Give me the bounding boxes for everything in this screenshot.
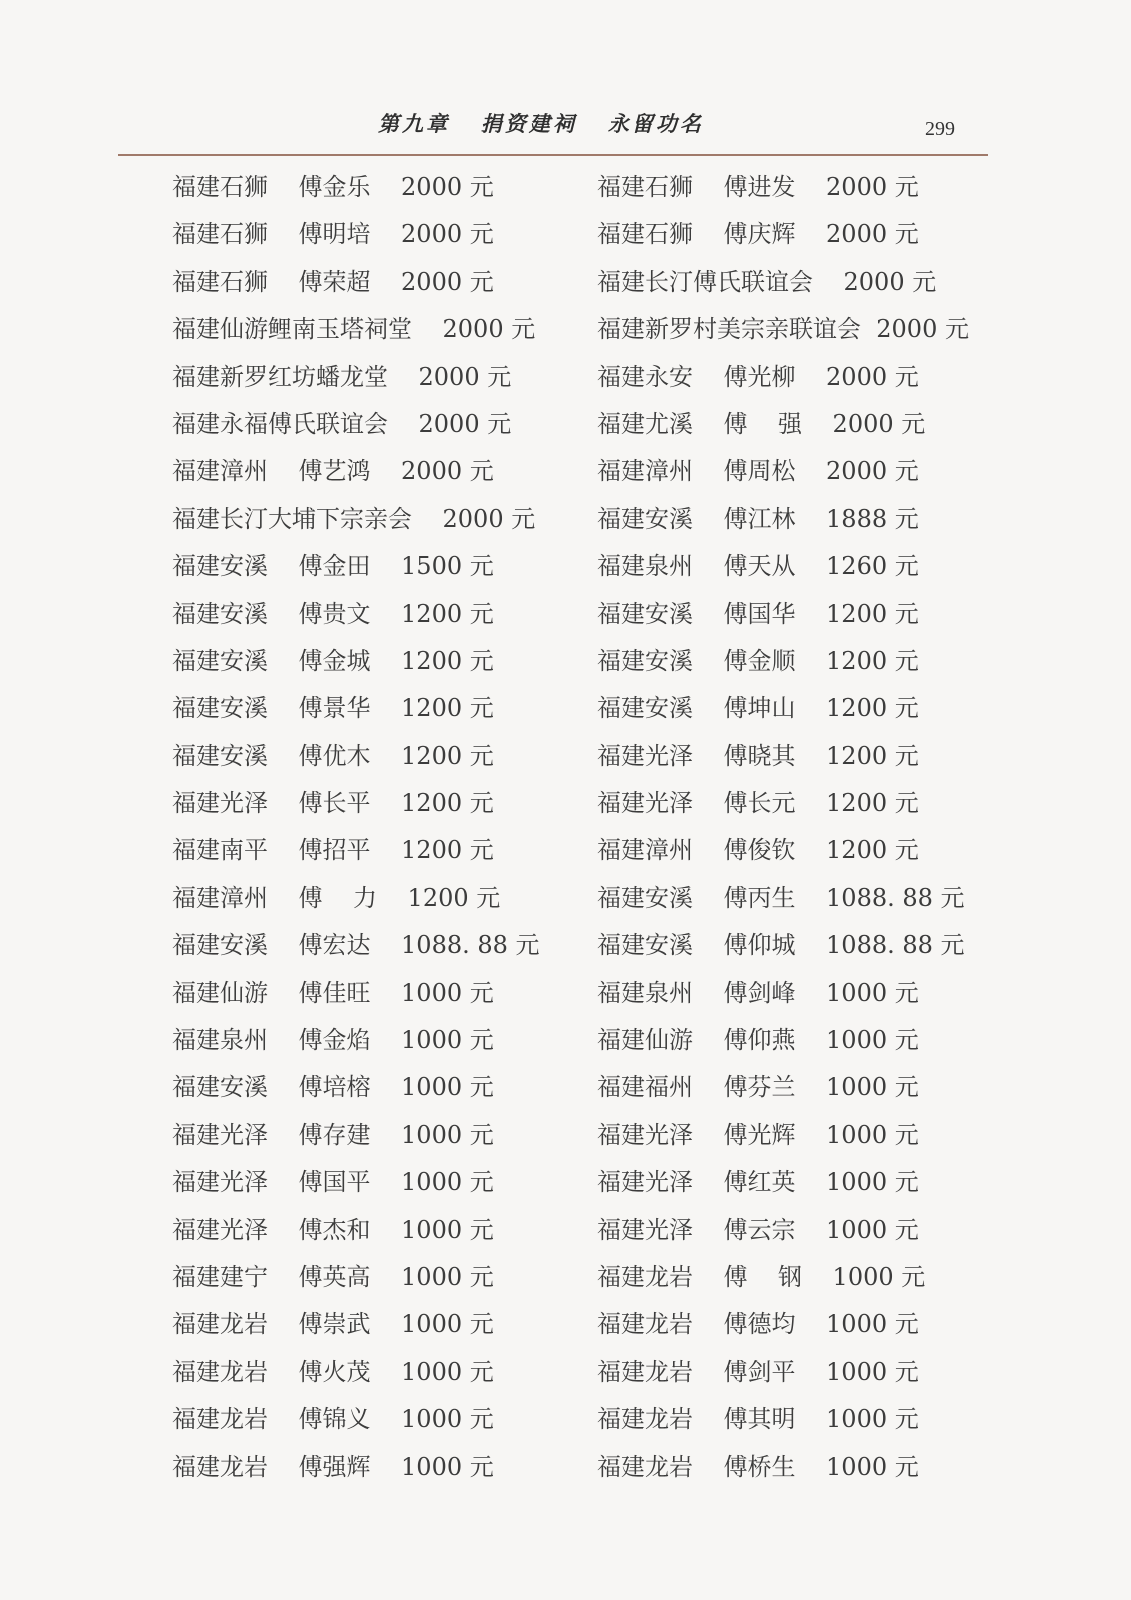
donor-entry: 福建龙岩 傅 钢 1000 元 (597, 1262, 926, 1291)
donor-entry: 福建光泽 傅红英 1000 元 (597, 1168, 919, 1197)
donor-entry: 福建石狮 傅庆辉 2000 元 (597, 220, 919, 249)
donor-entry: 福建安溪 傅坤山 1200 元 (597, 694, 919, 723)
donor-entry: 福建光泽 傅长平 1200 元 (172, 789, 494, 818)
donor-entry: 福建永福傅氏联谊会 2000 元 (172, 409, 512, 438)
page-number: 299 (925, 118, 955, 140)
donor-entry: 福建建宁 傅英高 1000 元 (172, 1262, 494, 1291)
donor-entry: 福建安溪 傅金顺 1200 元 (597, 646, 919, 675)
donor-entry: 福建新罗村美宗亲联谊会 2000 元 (597, 315, 969, 344)
donor-entry: 福建光泽 傅国平 1000 元 (172, 1168, 494, 1197)
donor-list-right-column (597, 164, 969, 1491)
donor-entry: 福建安溪 傅培榕 1000 元 (172, 1073, 494, 1102)
header-divider (118, 154, 988, 156)
donor-entry: 福建安溪 傅贵文 1200 元 (172, 599, 494, 628)
donor-entry: 福建光泽 傅长元 1200 元 (597, 789, 919, 818)
donor-entry: 福建长汀大埔下宗亲会 2000 元 (172, 504, 536, 533)
donor-entry: 福建龙岩 傅剑平 1000 元 (597, 1357, 919, 1386)
donor-entry: 福建安溪 傅优木 1200 元 (172, 741, 494, 770)
donor-entry: 福建龙岩 傅强辉 1000 元 (172, 1452, 494, 1481)
chapter-title: 第九章 捐资建祠 永留功名 (378, 111, 704, 136)
donor-entry: 福建泉州 傅金焰 1000 元 (172, 1026, 494, 1055)
donor-entry: 福建漳州 傅周松 2000 元 (597, 457, 919, 486)
donor-entry: 福建仙游 傅仰燕 1000 元 (597, 1026, 919, 1055)
donor-entry: 福建安溪 傅金城 1200 元 (172, 646, 494, 675)
donor-entry: 福建永安 傅光柳 2000 元 (597, 362, 919, 391)
donor-entry: 福建龙岩 傅其明 1000 元 (597, 1405, 919, 1434)
donor-entry: 福建安溪 傅仰城 1088. 88 元 (597, 931, 965, 960)
donor-entry: 福建仙游 傅佳旺 1000 元 (172, 978, 494, 1007)
donor-entry: 福建福州 傅芬兰 1000 元 (597, 1073, 919, 1102)
donor-entry: 福建漳州 傅俊钦 1200 元 (597, 836, 919, 865)
donor-entry: 福建长汀傅氏联谊会 2000 元 (597, 267, 937, 296)
donor-entry: 福建龙岩 傅崇武 1000 元 (172, 1310, 494, 1339)
donor-entry: 福建泉州 傅剑峰 1000 元 (597, 978, 919, 1007)
donor-entry: 福建安溪 傅国华 1200 元 (597, 599, 919, 628)
donor-entry: 福建仙游鲤南玉塔祠堂 2000 元 (172, 315, 536, 344)
donor-entry: 福建龙岩 傅桥生 1000 元 (597, 1452, 919, 1481)
donor-entry: 福建新罗红坊蟠龙堂 2000 元 (172, 362, 512, 391)
donor-entry: 福建光泽 傅存建 1000 元 (172, 1120, 494, 1149)
donor-entry: 福建光泽 傅光辉 1000 元 (597, 1120, 919, 1149)
donor-entry: 福建石狮 傅进发 2000 元 (597, 173, 919, 201)
donor-entry: 福建安溪 傅江林 1888 元 (597, 504, 919, 533)
donor-entry: 福建光泽 傅杰和 1000 元 (172, 1215, 494, 1244)
donor-entry: 福建漳州 傅 力 1200 元 (172, 883, 501, 912)
donor-entry: 福建安溪 傅丙生 1088. 88 元 (597, 883, 965, 912)
donor-entry: 福建石狮 傅荣超 2000 元 (172, 267, 494, 296)
donor-entry: 福建光泽 傅晓其 1200 元 (597, 741, 919, 770)
donor-entry: 福建安溪 傅景华 1200 元 (172, 694, 494, 723)
donor-entry: 福建龙岩 傅锦义 1000 元 (172, 1405, 494, 1434)
donor-entry: 福建龙岩 傅火茂 1000 元 (172, 1357, 494, 1386)
donor-entry: 福建石狮 傅明培 2000 元 (172, 220, 494, 249)
donor-entry: 福建安溪 傅宏达 1088. 88 元 (172, 931, 540, 960)
donor-entry: 福建泉州 傅天从 1260 元 (597, 552, 919, 581)
donor-entry: 福建安溪 傅金田 1500 元 (172, 552, 494, 581)
donor-list-left-column (172, 164, 540, 1491)
donor-entry: 福建龙岩 傅德均 1000 元 (597, 1310, 919, 1339)
donor-entry: 福建石狮 傅金乐 2000 元 (172, 173, 494, 201)
donor-entry: 福建漳州 傅艺鸿 2000 元 (172, 457, 494, 486)
donor-entry: 福建尤溪 傅 强 2000 元 (597, 409, 926, 438)
donor-entry: 福建南平 傅招平 1200 元 (172, 836, 494, 865)
donor-entry: 福建光泽 傅云宗 1000 元 (597, 1215, 919, 1244)
